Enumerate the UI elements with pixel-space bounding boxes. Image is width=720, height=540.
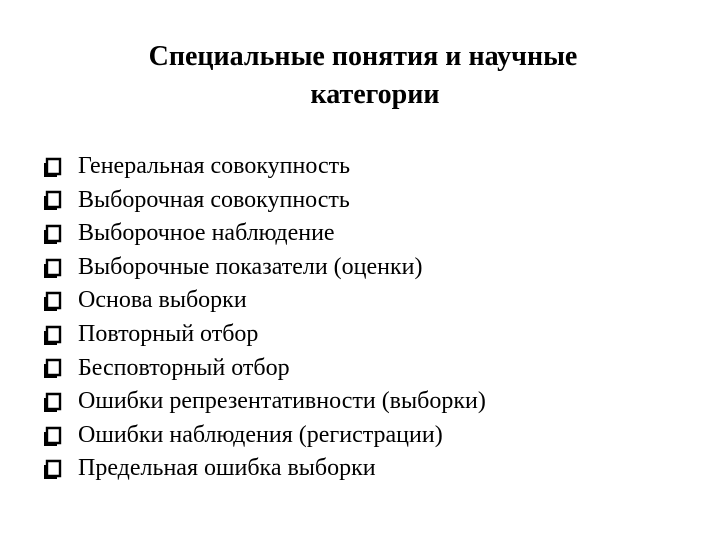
slide-title-line-2: категории (310, 79, 440, 110)
list-item (44, 419, 486, 453)
slide-title (0, 38, 720, 114)
checkbox-square-icon (44, 291, 62, 311)
list-item-label: Предельная ошибка выборки (78, 455, 376, 482)
list-item (44, 184, 486, 218)
checkbox-square-icon (44, 190, 62, 210)
list-item-label: Выборочная совокупность (78, 186, 350, 213)
list-item (44, 251, 486, 285)
list-item (44, 150, 486, 184)
list-item-label: Генеральная совокупность (78, 153, 351, 179)
list-item (44, 217, 486, 251)
list-item-label: Бесповторный отбор (78, 354, 290, 381)
checkbox-square-icon (44, 258, 62, 278)
list-item-label: Повторный отбор (78, 320, 259, 347)
list-item (44, 284, 486, 318)
list-item (44, 352, 486, 386)
list-item-label: Ошибки репрезентативности (выборки) (78, 388, 486, 415)
list-item-label: Ошибки наблюдения (регистрации) (78, 421, 443, 448)
list-item (44, 385, 486, 419)
list-item (44, 452, 486, 486)
checkbox-square-icon (44, 426, 62, 446)
checkbox-square-icon (44, 392, 62, 412)
checkbox-square-icon (44, 325, 62, 345)
list-item (44, 318, 486, 352)
checkbox-square-icon (44, 224, 62, 244)
checkbox-square-icon (44, 459, 62, 479)
list-item-label: Выборочное наблюдение (78, 220, 335, 247)
list-item-label: Основа выборки (78, 287, 247, 314)
slide-title-line-1: Специальные понятия и научные (148, 41, 578, 72)
checkbox-square-icon (44, 157, 62, 177)
concept-list (44, 150, 486, 486)
checkbox-square-icon (44, 358, 62, 378)
list-item-label: Выборочные показатели (оценки) (78, 253, 423, 280)
